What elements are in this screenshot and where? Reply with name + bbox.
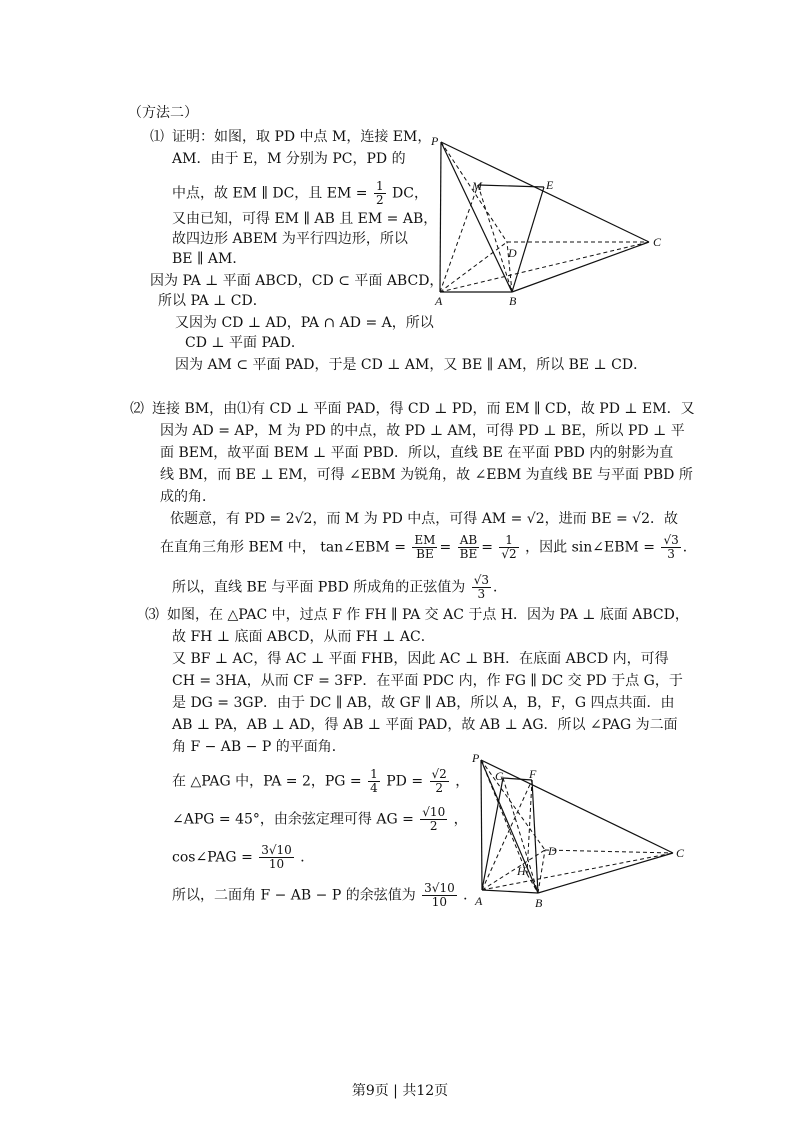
method-heading: （方法二） [128, 105, 198, 121]
part3-line-6: AB ⊥ PA，AB ⊥ AD，得 AB ⊥ 平面 PAD，故 AB ⊥ AG．所以 ∠PAG 为二面 [172, 717, 678, 733]
part1-line-8: 所以 PA ⊥ CD． [158, 293, 267, 309]
pyramid-figure-1 [425, 125, 670, 310]
part3-line-5: 是 DG = 3GP．由于 DC ∥ AB，故 GF ∥ AB，所以 A，B，F，G 四点共面．由 [172, 695, 675, 711]
fraction-cos-result: $\frac{3√10}{10}$ [424, 881, 455, 909]
fraction-one-root2: $\frac{1}{√2}$ [501, 533, 517, 561]
part1-line-3-end: DC， [392, 185, 428, 202]
part2-label: ⑵ [130, 401, 144, 417]
part3-line-3: 又 BF ⊥ AC，得 AC ⊥ 平面 FHB，因此 AC ⊥ BH．在底面 ABCD 内，可得 [172, 651, 669, 667]
fraction-root2-2: $\frac{√2}{2}$ [431, 767, 447, 795]
fraction-cos-value: $\frac{3√10}{10}$ [261, 843, 292, 871]
fig2-label-B: B [535, 896, 543, 910]
part3-line-11: 所以，二面角 F − AB − P 的余弦值为 $\frac{3√10}{10}$ ． [172, 881, 478, 909]
part3-line-2: 故 FH ⊥ 底面 ABCD，从而 FH ⊥ AC． [172, 629, 435, 645]
part3-line-7: 角 F − AB − P 的平面角． [172, 739, 346, 755]
fig1-label-P: P [431, 134, 439, 148]
part1-line-5: 故四边形 ABEM 为平行四边形，所以 [172, 231, 408, 247]
part1-line-9: 又因为 CD ⊥ AD，PA ∩ AD = A，所以 [175, 315, 434, 331]
part1-line-7: 因为 PA ⊥ 平面 ABCD，CD ⊂ 平面 ABCD， [150, 273, 444, 289]
fig2-label-C: C [676, 846, 685, 860]
part3-line-8: 在 △PAG 中，PA = 2，PG = $\frac{1}{4}$ PD = $\frac{√2}{2}$ ， [172, 767, 470, 795]
fraction-root3-3: $\frac{√3}{3}$ [663, 533, 679, 561]
part1-line-1: 证明：如图，取 PD 中点 M，连接 EM， [172, 129, 432, 145]
part3-line-1: 如图，在 △PAC 中，过点 F 作 FH ∥ PA 交 AC 于点 H．因为 PA ⊥ 底面 ABCD， [167, 607, 689, 623]
part3-line-4: CH = 3HA，从而 CF = 3FP．在平面 PDC 内，作 FG ∥ DC 交 PD 于点 G，于 [172, 673, 683, 689]
fig2-label-H: H [517, 864, 526, 878]
fig1-label-A: A [435, 294, 443, 308]
part2-line-2: 因为 AD = AP，M 为 PD 的中点，故 PD ⊥ AM，可得 PD ⊥ BE，所以 PD ⊥ 平 [160, 423, 685, 439]
page-footer: 第9页 | 共12页 [351, 1083, 449, 1099]
part1-line-10: CD ⊥ 平面 PAD． [185, 335, 305, 351]
fig1-label-D: D [508, 246, 517, 260]
part3-line-10: cos∠PAG = $\frac{3√10}{10}$ ． [172, 843, 315, 871]
part1-line-11: 因为 AM ⊂ 平面 PAD，于是 CD ⊥ AM，又 BE ∥ AM，所以 BE ⊥ CD． [175, 357, 648, 373]
fig1-label-M: M [472, 179, 482, 193]
fraction-sine-result: $\frac{√3}{3}$ [473, 573, 489, 601]
fraction-one-quarter: $\frac{1}{4}$ [370, 767, 378, 795]
pyramid-figure-2 [465, 750, 690, 910]
part2-line-7: 在直角三角形 BEM 中， tan∠EBM = $\frac{EM}{BE}$ = $\frac{AB}{BE}$ = $\frac{1}{√2}$ ，因此 sin∠EBM = $\frac{√3}{3}$ ． [160, 533, 697, 561]
fig2-label-F: F [529, 767, 537, 781]
fig1-label-E: E [546, 178, 554, 192]
fig2-label-D: D [548, 844, 557, 858]
part1-line-4: 又由已知，可得 EM ∥ AB 且 EM = AB， [172, 211, 438, 227]
part2-line-4: 线 BM，而 BE ⊥ EM，可得 ∠EBM 为锐角，故 ∠EBM 为直线 BE 与平面 PBD 所 [160, 467, 693, 483]
part2-line-5: 成的角． [160, 489, 216, 505]
part3-label: ⑶ [145, 607, 159, 623]
part1-line-6: BE ∥ AM． [172, 251, 247, 267]
part2-line-6: 依题意，有 PD = 2√2，而 M 为 PD 中点，可得 AM = √2，进而 BE = √2．故 [170, 511, 679, 527]
part2-line-8: 所以，直线 BE 与平面 PBD 所成角的正弦值为 $\frac{√3}{3}$ ． [172, 573, 507, 601]
fig2-label-P: P [472, 751, 480, 765]
part3-line-9: ∠APG = 45°，由余弦定理可得 AG = $\frac{√10}{2}$ ， [172, 805, 468, 833]
part1-label: ⑴ [150, 129, 164, 145]
part2-line-3: 面 BEM，故平面 BEM ⊥ 平面 PBD．所以，直线 BE 在平面 PBD 内的射影为直 [160, 445, 674, 461]
part1-line-2: AM．由于 E，M 分别为 PC，PD 的 [172, 151, 406, 167]
fraction-one-half: $\frac{1}{2}$ [375, 179, 384, 207]
fraction-ab-be: $\frac{AB}{BE}$ [459, 533, 478, 561]
fig1-label-C: C [653, 235, 662, 249]
part1-line-3 [172, 180, 428, 207]
fraction-em-be: $\frac{EM}{BE}$ [414, 533, 436, 561]
fig2-label-A: A [475, 894, 483, 908]
fig2-label-G: G [495, 769, 504, 783]
part2-line-1: 连接 BM，由⑴有 CD ⊥ 平面 PAD，得 CD ⊥ PD，而 EM ∥ CD，故 PD ⊥ EM．又 [152, 401, 695, 417]
fig1-label-B: B [509, 294, 517, 308]
fraction-root10-2: $\frac{√10}{2}$ [422, 805, 446, 833]
part1-line-3-text: 中点，故 EM ∥ DC，且 EM = [172, 185, 368, 202]
